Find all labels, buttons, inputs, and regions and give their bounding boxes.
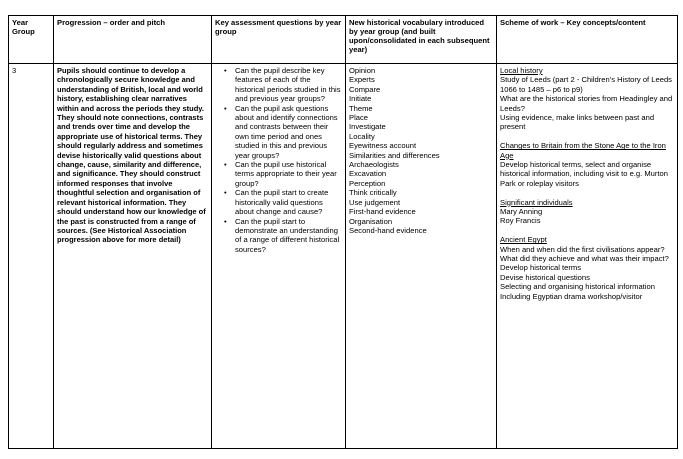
- list-item: • Can the pupil describe key features of each of the historical periods studied in this and previous year groups?: [224, 66, 341, 104]
- section-line: Selecting and organising historical information: [500, 282, 655, 292]
- vocab-item: Experts: [349, 75, 375, 85]
- section-line: Study of Leeds (part 2 - Children's History of Leeds 1066 to 1485 – p6 to p9): [500, 75, 672, 94]
- section-title: Changes to Britain from the Stone Age to the Iron Age: [500, 141, 666, 160]
- section-line: What are the historical stories from Headingley and Leeds?: [500, 94, 673, 113]
- section-line: Including Egyptian drama workshop/visitor: [500, 291, 643, 301]
- section-line: Develop historical terms, select and organise historical information, including visit to e.g. Murton Park or roleplay visitors: [500, 160, 668, 188]
- vocab-item: First-hand evidence: [349, 207, 416, 217]
- vocab-item: Perception: [349, 178, 386, 188]
- header-scheme: Scheme of work – Key concepts/content: [497, 16, 678, 64]
- list-item: • Can the pupil start to create historically valid questions about change and cause?: [224, 188, 329, 217]
- year-cell: 3: [9, 64, 54, 449]
- scheme-cell: [497, 64, 678, 449]
- section-line: What did they achieve and what was their impact?: [500, 254, 669, 264]
- questions-list: [215, 66, 342, 254]
- vocabulary-cell: [346, 64, 497, 449]
- bullet-icon: •: [224, 66, 227, 75]
- vocab-item: Similarities and differences: [349, 150, 440, 160]
- vocab-item: Archaeologists: [349, 160, 399, 170]
- section-title: Local history: [500, 66, 543, 75]
- vocab-item: Use judgement: [349, 197, 401, 207]
- section-line: Using evidence, make links between past and present: [500, 113, 655, 132]
- list-item: • Can the pupil ask questions about and identify connections and contrasts between their own time period and ones studied in this and previous year groups?: [224, 103, 338, 160]
- curriculum-table: [8, 15, 678, 449]
- bullet-icon: •: [224, 188, 227, 198]
- header-year-group: Year Group: [9, 16, 54, 64]
- scheme-section-individuals: [500, 198, 674, 226]
- bullet-icon: •: [224, 160, 227, 170]
- bullet-icon: •: [224, 216, 227, 226]
- section-title: Ancient Egypt: [500, 235, 547, 245]
- vocab-item: Locality: [349, 131, 375, 141]
- header-progression: Progression – order and pitch: [54, 16, 212, 64]
- vocab-item: Opinion: [349, 66, 376, 75]
- section-line: Devise historical questions: [500, 272, 590, 282]
- header-questions: Key assessment questions by year group: [212, 16, 346, 64]
- section-line: Mary Anning: [500, 207, 543, 217]
- list-item: • Can the pupil start to demonstrate an understanding of a range of different historical sources?: [224, 216, 340, 254]
- vocab-item: Initiate: [349, 94, 372, 104]
- vocab-item: Organisation: [349, 216, 393, 226]
- bullet-icon: •: [224, 103, 227, 113]
- vocab-item: Theme: [349, 103, 373, 113]
- section-line: Roy Francis: [500, 216, 541, 226]
- header-vocabulary: New historical vocabulary introduced by year group (and built upon/consolidated in each subsequent year): [346, 16, 497, 64]
- progression-text: Pupils should continue to develop a chronologically secure knowledge and understanding of British, local and world history, establishing clear narratives within and across the periods they study. They should note connections, contrasts and trends over time and develop the appropriate use of historical terms. They should regularly address and sometimes devise historically valid questions about change, cause, similarity and difference, and significance. They should construct informed responses that involve thoughtful selection and organisation of relevant historical information. They should understand how our knowledge of the past is constructed from a range of sources. (See Historical Association progression above for more detail): [57, 66, 206, 245]
- list-item: • Can the pupil use historical terms appropriate to their year group?: [224, 160, 337, 188]
- scheme-section-stone-age: [500, 141, 674, 188]
- vocab-item: Place: [349, 113, 368, 123]
- vocab-item: Think critically: [349, 188, 397, 198]
- table-row: [9, 64, 678, 449]
- vocab-item: Eyewitness account: [349, 141, 417, 151]
- vocab-item: Second-hand evidence: [349, 225, 427, 235]
- section-title: Significant individuals: [500, 197, 573, 207]
- scheme-section-local-history: [500, 66, 674, 132]
- vocab-item: Excavation: [349, 169, 387, 179]
- vocab-item: Investigate: [349, 122, 386, 132]
- scheme-section-egypt: [500, 235, 674, 301]
- section-line: Develop historical terms: [500, 263, 582, 273]
- header-row: [9, 16, 678, 64]
- section-line: When and when did the first civilisations appear?: [500, 244, 665, 254]
- progression-cell: [54, 64, 212, 449]
- vocab-item: Compare: [349, 84, 381, 94]
- questions-cell: [212, 64, 346, 449]
